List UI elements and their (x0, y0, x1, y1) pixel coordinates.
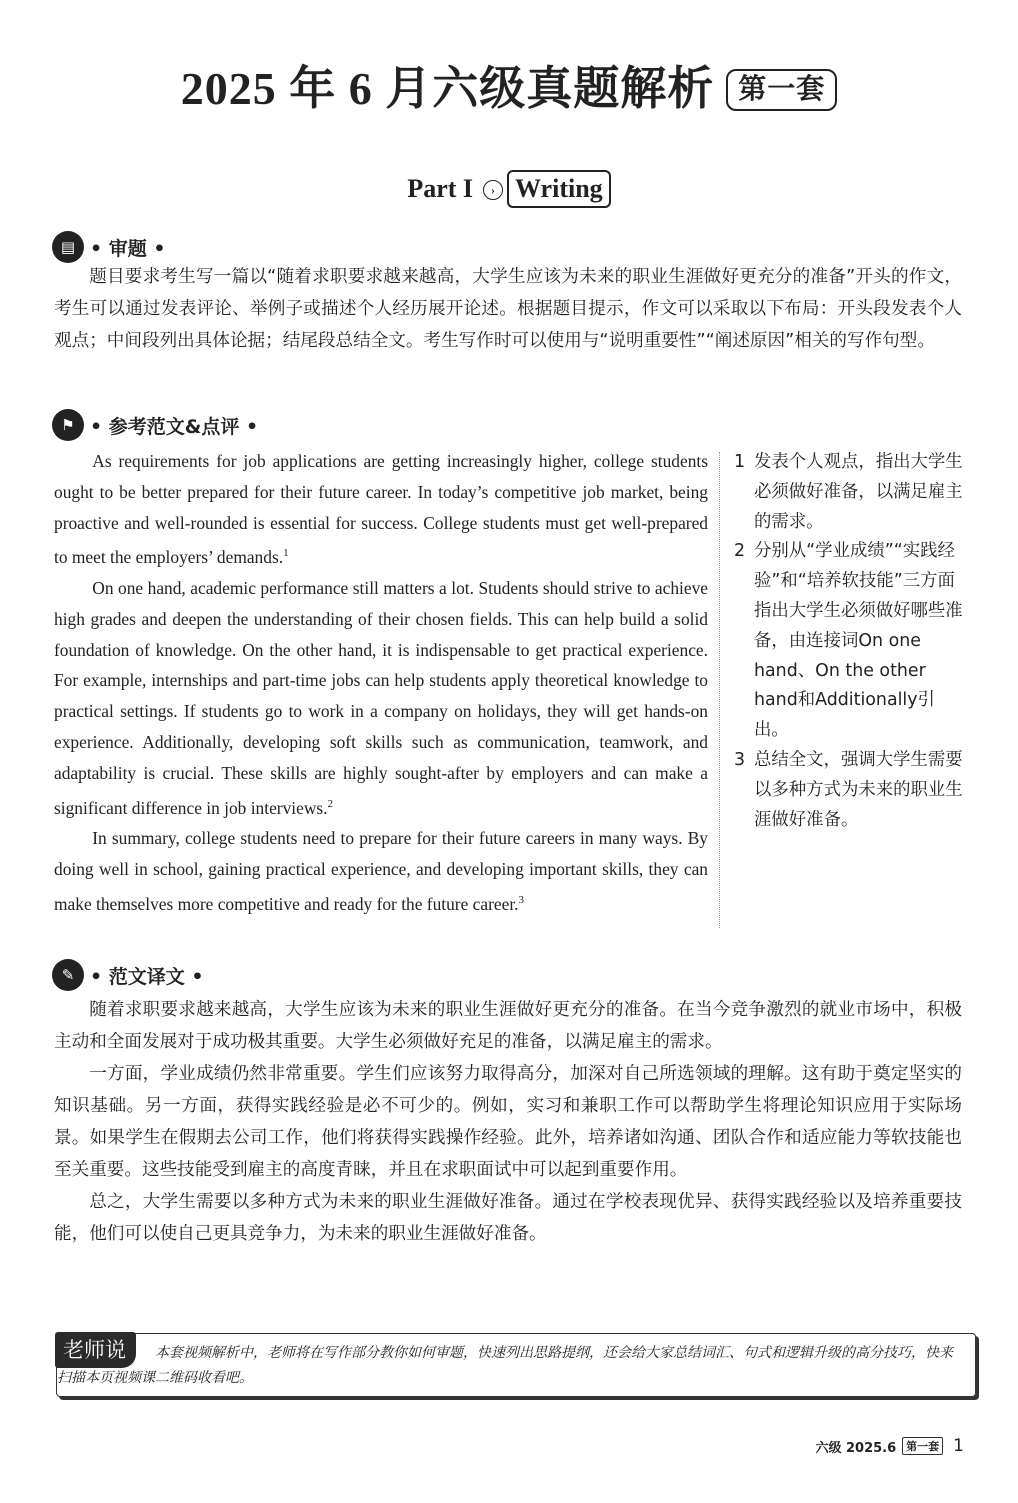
set-badge: 第一套 (726, 69, 837, 111)
page-number: 1 (953, 1436, 964, 1456)
essay-paragraph (54, 573, 708, 823)
note-number: 1 (734, 452, 746, 472)
essay-paragraph-text: As requirements for job applications are getting increasingly higher, college students ought to be better prepared for their future career. In today’s competitive job market, being proactive and well-rounded is essential for success. College students must get well-prepared to meet the employers’ demands. (54, 451, 708, 568)
page-title (0, 52, 1018, 118)
translation-paragraph: 随着求职要求越来越高，大学生应该为未来的职业生涯做好更充分的准备。在当今竞争激烈的就业市场中，积极主动和全面发展对于成功极其重要。大学生必须做好充足的准备，以满足雇主的需求。 (54, 1000, 962, 1052)
translation-body (54, 994, 962, 1250)
review-body (54, 261, 962, 357)
note-text: 总结全文，强调大学生需要以多种方式为未来的职业生涯做好准备。 (754, 749, 963, 830)
section-heading-translation-label: • 范文译文 • (90, 965, 204, 988)
chevron-right-icon: › (483, 180, 503, 200)
note-item (734, 448, 966, 537)
essay-paragraph-text: On one hand, academic performance still matters a lot. Students should strive to achieve high grades and deepen the understanding of their chosen fields. This can help build a solid foundation of knowledge. On the other hand, it is indispensable to get practical experience. For example, internships and part-time jobs can help students apply theoretical knowledge to practical settings. If students go to work in a company on holidays, they will get hands-on experience. Additionally, developing soft skills such as communication, teamwork, and adaptability is crucial. These skills are highly sought-after by employers and can make a significant difference in job interviews. (54, 577, 708, 818)
part-heading (0, 170, 1018, 208)
part-label: Part I (407, 174, 474, 203)
note-text: 发表个人观点，指出大学生必须做好准备，以满足雇主的需求。 (754, 452, 963, 532)
footer-set-badge: 第一套 (902, 1437, 943, 1455)
section-heading-sample-label: • 参考范文&点评 • (90, 415, 259, 438)
teacher-note-label: 老师说 (55, 1332, 136, 1368)
sample-essay (54, 446, 708, 919)
divider-dotted (719, 452, 720, 928)
pen-icon: ✎ (52, 959, 84, 991)
essay-ref-number: 3 (518, 893, 525, 906)
essay-ref-number: 1 (283, 547, 289, 560)
note-number: 3 (734, 749, 746, 770)
note-number: 2 (734, 541, 746, 562)
note-text: 分别从“学业成绩”“实践经验”和“培养软技能”三方面指出大学生必须做好哪些准备，由连接词On one hand、On the other hand和Additionally引出。 (754, 541, 963, 741)
essay-paragraph-text: In summary, college students need to prepare for their future careers in many ways. By doing well in school, gaining practical experience, and developing important skills, they can make themselves more competitive and ready for the future career. (54, 828, 708, 914)
essay-ref-number: 2 (327, 797, 333, 810)
teacher-note-body (57, 1341, 965, 1391)
section-heading-translation (52, 958, 204, 992)
footer-exam: 六级 2025.6 (815, 1440, 897, 1456)
notebook-icon: ▤ (52, 231, 84, 263)
section-heading-review (52, 230, 166, 264)
title-text: 2025 年 6 月六级真题解析 (180, 63, 715, 114)
translation-paragraph: 总之，大学生需要以多种方式为未来的职业生涯做好准备。通过在学校表现优异、获得实践经验以及培养重要技能，他们可以使自己更具竞争力，为未来的职业生涯做好准备。 (54, 1192, 962, 1244)
teacher-note-text: 本套视频解析中，老师将在写作部分教你如何审题，快速列出思路提纲，还会给大家总结词汇、句式和逻辑升级的高分技巧，快来扫描本页视频课二维码收看吧。 (57, 1345, 953, 1386)
note-item (734, 746, 966, 835)
flag-icon: ⚑ (52, 409, 84, 441)
review-paragraph: 题目要求考生写一篇以“随着求职要求越来越高，大学生应该为未来的职业生涯做好更充分的准备”开头的作文，考生可以通过发表评论、举例子或描述个人经历展开论述。根据题目提示，作文可以采取以下布局：开头段发表个人观点；中间段列出具体论据；结尾段总结全文。考生写作时可以使用与“说明重要性”“阐述原因”相关的写作句型。 (54, 267, 962, 351)
section-heading-sample (52, 408, 258, 442)
teacher-note-box (56, 1333, 976, 1397)
page-footer (815, 1436, 964, 1456)
section-heading-review-label: • 审题 • (90, 237, 166, 260)
part-name: Writing (507, 170, 611, 208)
translation-paragraph: 一方面，学业成绩仍然非常重要。学生们应该努力取得高分，加深对自己所选领域的理解。这有助于奠定坚实的知识基础。另一方面，获得实践经验是必不可少的。例如，实习和兼职工作可以帮助学生将理论知识应用于实际场景。如果学生在假期去公司工作，他们将获得实践操作经验。此外，培养诸如沟通、团队合作和适应能力等软技能也至关重要。这些技能受到雇主的高度青睐，并且在求职面试中可以起到重要作用。 (54, 1064, 962, 1180)
sample-notes (734, 448, 966, 835)
note-item (734, 537, 966, 746)
essay-paragraph (54, 823, 708, 919)
essay-paragraph (54, 446, 708, 573)
